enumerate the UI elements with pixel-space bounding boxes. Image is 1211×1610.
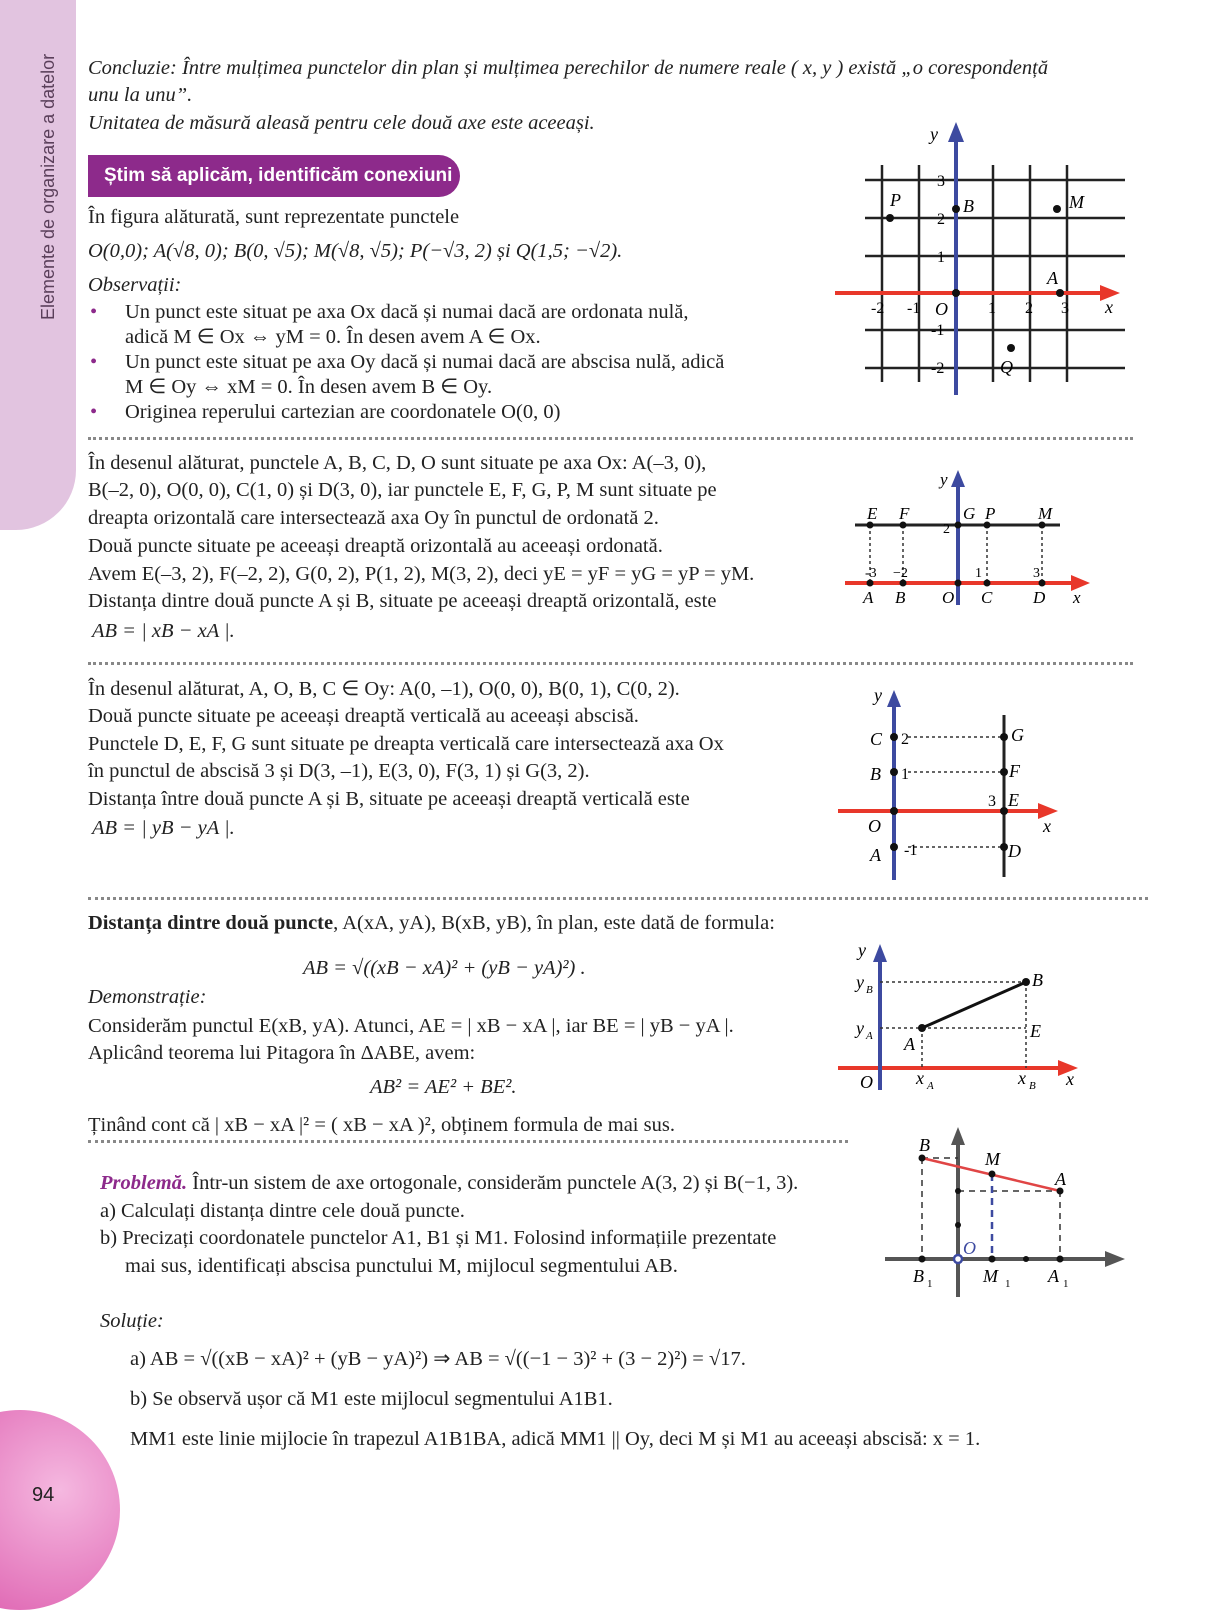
svg-text:O: O (935, 299, 948, 319)
svg-text:A: A (1048, 1266, 1059, 1286)
svg-text:2: 2 (1025, 300, 1033, 317)
svg-text:D: D (1008, 841, 1021, 861)
s4-title-rest: , A(xA, yA), B(xB, yB), în plan, este dată de formula: (333, 912, 775, 934)
svg-text:E: E (867, 504, 878, 523)
s3-l2: Două puncte situate pe aceeași dreaptă verticală au aceeași abscisă. (88, 705, 639, 727)
s2-l2: B(–2, 0), O(0, 0), C(1, 0) și D(3, 0), iar punctele E, F, G, P, M sunt situate pe (88, 479, 717, 501)
svg-text:B: B (895, 588, 906, 607)
svg-text:-1: -1 (904, 842, 918, 859)
svg-text:A: A (904, 1034, 915, 1054)
solution-a: a) AB = √((xB − xA)² + (yB − yA)²) ⇒ AB = √((−1 − 3)² + (3 − 2)²) = √17. (130, 1348, 746, 1370)
svg-text:B: B (919, 1135, 930, 1155)
svg-text:1: 1 (937, 249, 945, 266)
svg-text:−2: −2 (893, 566, 908, 581)
svg-text:-2: -2 (931, 360, 945, 377)
svg-text:G: G (1011, 725, 1024, 745)
s1-b1b: adică M ∈ Ox ⇔ yM = 0. În desen avem A ∈ Ox. (125, 326, 541, 348)
s3-l4: în punctul de abscisă 3 și D(3, –1), E(3, 0), F(3, 1) și G(3, 2). (88, 760, 590, 782)
svg-text:x: x (1066, 1069, 1074, 1089)
distance-formula: AB = √((xB − xA)² + (yB − yA)²) . (303, 957, 586, 979)
svg-text:1: 1 (988, 300, 996, 317)
svg-text:A: A (1047, 268, 1058, 288)
problem-b1: b) Precizați coordonatele punctelor A1, B1 și M1. Folosind informațiile prezentate (100, 1227, 777, 1249)
svg-text:-3: -3 (865, 566, 877, 581)
svg-text:1: 1 (1063, 1278, 1069, 1290)
solution-conclusion: MM1 este linie mijlocie în trapezul A1B1BA, adică MM1 || Oy, deci M și M1 au aceeași abscisă: x = 1. (130, 1428, 981, 1450)
s4-l3: AB² = AE² + BE². (370, 1076, 517, 1098)
s2-l5: Avem E(–3, 2), F(–2, 2), G(0, 2), P(1, 2), M(3, 2), deci yE = yF = yG = yP = yM. (88, 563, 755, 585)
svg-text:1: 1 (927, 1278, 933, 1290)
s1-obs: Observații: (88, 274, 182, 296)
svg-text:M: M (1069, 192, 1084, 212)
svg-text:C: C (981, 588, 993, 607)
svg-text:O: O (942, 588, 955, 607)
s3-l1: În desenul alăturat, A, O, B, C ∈ Oy: A(0, –1), O(0, 0), B(0, 1), C(0, 2). (88, 678, 680, 700)
section-banner: Știm să aplicăm, identificăm conexiuni (88, 155, 460, 197)
svg-text:O: O (963, 1238, 976, 1258)
svg-text:x: x (1073, 588, 1081, 607)
svg-text:3: 3 (937, 173, 945, 190)
s2-l6: Distanța dintre două puncte A și B, situate pe aceeași dreaptă orizontală, este (88, 590, 717, 612)
svg-text:A: A (870, 845, 881, 865)
s1-intro: În figura alăturată, sunt reprezentate punctele (88, 206, 460, 228)
svg-text:-1: -1 (931, 322, 945, 339)
svg-text:D: D (1033, 588, 1046, 607)
problem-text: Într-un sistem de axe ortogonale, considerăm punctele A(3, 2) și B(−1, 3). (187, 1172, 799, 1194)
s2-l3: dreapta orizontală care intersectează axa Oy în punctul de ordonată 2. (88, 507, 659, 529)
conclusion-line1: Concluzie: Între mulțimea punctelor din plan și mulțimea perechilor de numere reale ( x, y ) există „o corespondență (88, 57, 1049, 79)
svg-text:B: B (963, 196, 974, 216)
section-divider (88, 1140, 848, 1143)
svg-text:M: M (985, 1149, 1000, 1169)
s1-points: O(0,0); A(√8, 0); B(0, √5); M(√8, √5); P(−√3, 2) și Q(1,5; −√2). (88, 240, 623, 262)
svg-text:y: y (856, 1018, 864, 1038)
s1-b2b: M ∈ Oy ⇔ xM = 0. În desen avem B ∈ Oy. (125, 376, 493, 398)
svg-text:x: x (916, 1068, 924, 1088)
s2-l1: În desenul alăturat, punctele A, B, C, D, O sunt situate pe axa Ox: A(–3, 0), (88, 452, 707, 474)
svg-text:A: A (927, 1080, 934, 1092)
svg-text:x: x (1018, 1068, 1026, 1088)
vertical-line-figure (838, 685, 1068, 885)
s4-l1: Considerăm punctul E(xB, yA). Atunci, AE = | xB − xA |, iar BE = | yB − yA |. (88, 1015, 734, 1037)
s2-l7: AB = | xB − xA |. (92, 620, 235, 642)
svg-text:y: y (930, 124, 938, 144)
svg-text:y: y (940, 470, 948, 489)
section-divider (88, 437, 1133, 440)
s4-demo: Demonstrație: (88, 986, 207, 1008)
svg-text:y: y (856, 972, 864, 992)
svg-text:B: B (1029, 1080, 1036, 1092)
problem-b2: mai sus, identificați abscisa punctului M, mijlocul segmentului AB. (125, 1255, 678, 1277)
svg-text:B: B (913, 1266, 924, 1286)
s4-l4: Ținând cont că | xB − xA |² = ( xB − xA )², obținem formula de mai sus. (88, 1114, 675, 1136)
s3-l6: AB = | yB − yA |. (92, 817, 235, 839)
svg-text:Q: Q (1000, 357, 1013, 377)
solution-label: Soluție: (100, 1310, 164, 1332)
svg-text:2: 2 (943, 522, 950, 537)
distance-figure (838, 940, 1088, 1095)
svg-text:F: F (1009, 761, 1020, 781)
svg-text:O: O (860, 1072, 873, 1092)
svg-text:B: B (870, 764, 881, 784)
s2-l4: Două puncte situate pe aceeași dreaptă orizontală au aceeași ordonată. (88, 535, 663, 557)
svg-text:1: 1 (901, 766, 909, 783)
svg-text:B: B (1032, 970, 1043, 990)
svg-text:E: E (1030, 1021, 1041, 1041)
sidebar-band (0, 0, 76, 530)
svg-text:x: x (1043, 816, 1051, 836)
svg-text:O: O (868, 816, 881, 836)
svg-text:2: 2 (901, 731, 909, 748)
svg-text:-2: -2 (871, 300, 885, 317)
s1-b2a: Un punct este situat pe axa Oy dacă și numai dacă are abscisa nulă, adică (125, 351, 725, 373)
svg-text:1: 1 (975, 566, 982, 581)
conclusion-line3: Unitatea de măsură aleasă pentru cele două axe este aceeași. (88, 112, 595, 134)
svg-text:y: y (858, 940, 866, 960)
s4-title: Distanța dintre două puncte (88, 912, 334, 934)
svg-text:-1: -1 (907, 300, 921, 317)
svg-text:A: A (863, 588, 874, 607)
grid-figure (835, 120, 1125, 405)
svg-text:M: M (1038, 504, 1053, 523)
problem-figure (885, 1125, 1130, 1300)
svg-text:B: B (866, 984, 873, 996)
svg-text:y: y (874, 685, 882, 705)
s3-l3: Punctele D, E, F, G sunt situate pe dreapta verticală care intersectează axa Ox (88, 733, 724, 755)
svg-text:A: A (1055, 1169, 1066, 1189)
problem-label: Problemă. (100, 1172, 188, 1194)
sidebar-title: Elemente de organizare a datelor (38, 53, 58, 320)
section-divider (88, 897, 1148, 900)
solution-b: b) Se observă ușor că M1 este mijlocul segmentului A1B1. (130, 1388, 613, 1410)
conclusion-line2: unu la unu”. (88, 84, 193, 106)
s1-b3: Originea reperului cartezian are coordonatele O(0, 0) (125, 401, 561, 423)
section-divider (88, 662, 1133, 665)
svg-text:x: x (1105, 297, 1113, 317)
svg-text:3: 3 (1033, 566, 1040, 581)
problem-a: a) Calculați distanța dintre cele două puncte. (100, 1200, 465, 1222)
problem-line (100, 1170, 798, 1197)
corner-decoration (0, 1410, 120, 1610)
svg-text:M: M (983, 1266, 998, 1286)
svg-text:2: 2 (937, 211, 945, 228)
svg-text:E: E (1008, 790, 1019, 810)
svg-text:A: A (866, 1030, 873, 1042)
svg-text:G: G (963, 504, 976, 523)
svg-text:F: F (899, 504, 910, 523)
s4-l2: Aplicând teorema lui Pitagora în ΔABE, avem: (88, 1042, 476, 1064)
bullet-icon: • (90, 301, 98, 323)
s3-l5: Distanța între două puncte A și B, situate pe aceeași dreaptă verticală este (88, 788, 690, 810)
svg-text:3: 3 (988, 793, 996, 810)
svg-text:P: P (985, 504, 996, 523)
svg-text:1: 1 (1005, 1278, 1011, 1290)
bullet-icon: • (90, 351, 98, 373)
svg-text:C: C (870, 729, 883, 749)
s4-title-line (88, 910, 775, 937)
svg-text:P: P (890, 190, 901, 210)
svg-text:3: 3 (1061, 300, 1069, 317)
s1-b1a: Un punct este situat pe axa Ox dacă și numai dacă are ordonata nulă, (125, 301, 689, 323)
page-number: 94 (32, 1484, 55, 1506)
horizontal-line-figure (845, 465, 1095, 615)
bullet-icon: • (90, 401, 98, 423)
